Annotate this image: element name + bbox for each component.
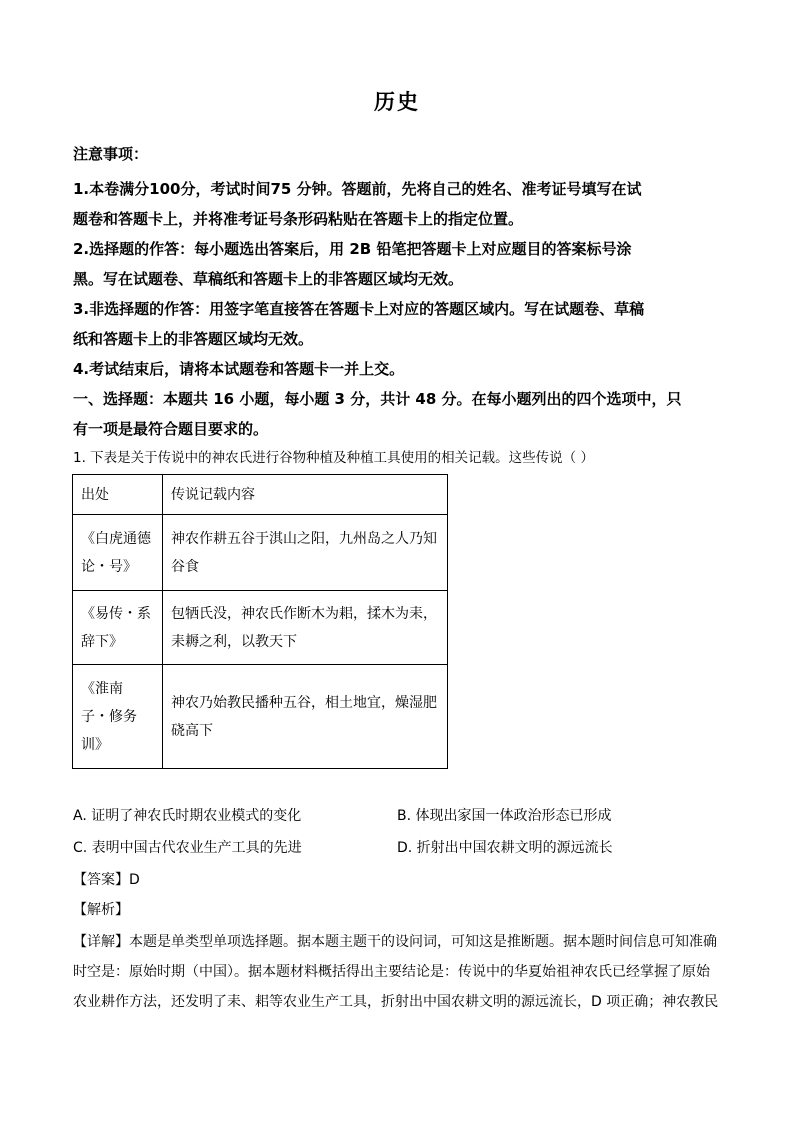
table-header-row: [73, 475, 448, 515]
notice-heading: 注意事项：: [73, 145, 149, 163]
cell-line: 子・修务: [81, 708, 137, 725]
notice-line: 黑。写在试题卷、草稿纸和答题卡上的非答题区域均无效。: [73, 270, 464, 288]
table-cell-source: [73, 665, 163, 769]
cell-line: 神农作耕五谷于淇山之阳，九州岛之人乃知: [171, 530, 437, 547]
table-row: [73, 591, 448, 665]
option-a: A. 证明了神农氏时期农业模式的变化: [73, 808, 302, 824]
cell-line: 训》: [81, 736, 109, 753]
table-cell-content: [163, 665, 448, 769]
detail-line: 农业耕作方法，还发明了耒、耜等农业生产工具，折射出中国农耕文明的源远流长，D 项正确；神农教民: [73, 994, 719, 1010]
cell-line: 《白虎通德: [81, 530, 151, 547]
cell-line: 硗高下: [171, 722, 213, 739]
notice-line: 纸和答题卡上的非答题区域均无效。: [73, 330, 314, 348]
cell-line: 谷食: [171, 558, 199, 575]
table-cell-content: [163, 591, 448, 665]
option-b: B. 体现出家国一体政治形态已形成: [397, 808, 612, 824]
table-row: [73, 665, 448, 769]
page-title: 历史: [374, 90, 420, 114]
cell-line: 神农乃始教民播种五谷，相土地宜，燥湿肥: [171, 694, 437, 711]
table-cell-content: [163, 515, 448, 591]
cell-line: 论・号》: [81, 558, 137, 575]
notice-line: 4.考试结束后，请将本试题卷和答题卡一并上交。: [73, 360, 405, 378]
table-row: [73, 515, 448, 591]
notice-line: 3.非选择题的作答：用签字笔直接答在答题卡上对应的答题区域内。写在试题卷、草稿: [73, 300, 645, 318]
table-cell-source: [73, 515, 163, 591]
cell-line: 《淮南: [81, 680, 123, 697]
notice-line: 题卷和答题卡上，并将准考证号条形码粘贴在答题卡上的指定位置。: [73, 210, 524, 228]
section-heading-line: 一、选择题：本题共 16 小题，每小题 3 分，共计 48 分。在每小题列出的四个选项中，只: [73, 390, 682, 408]
detail-line: 【详解】本题是单类型单项选择题。据本题主题干的设问词，可知这是推断题。据本题时间信息可知准确: [73, 934, 717, 950]
notice-line: 2.选择题的作答：每小题选出答案后，用 2B 铅笔把答题卡上对应题目的答案标号涂: [73, 240, 632, 258]
answer-line: 【答案】D: [73, 872, 140, 888]
question-stem: 1. 下表是关于传说中的神农氏进行谷物种植及种植工具使用的相关记载。这些传说（ ）: [73, 450, 594, 466]
cell-line: 包牺氏没，神农氏作断木为耜，揉木为耒，: [171, 605, 437, 622]
notice-line: 1.本卷满分100分，考试时间75 分钟。答题前，先将自己的姓名、准考证号填写在试: [73, 180, 642, 198]
option-c: C. 表明中国古代农业生产工具的先进: [73, 840, 302, 856]
cell-line: 辞下》: [81, 633, 123, 650]
table-header-cell: 出处: [73, 475, 163, 515]
detail-line: 时空是：原始时期（中国）。据本题材料概括得出主要结论是：传说中的华夏始祖神农氏已经掌握了原始: [73, 964, 710, 980]
cell-line: 耒耨之利，以教天下: [171, 633, 297, 650]
analysis-label: 【解析】: [73, 902, 129, 918]
table-header-cell: 传说记载内容: [163, 475, 448, 515]
option-d: D. 折射出中国农耕文明的源远流长: [397, 840, 613, 856]
source-table: [72, 474, 448, 769]
table-cell-source: [73, 591, 163, 665]
cell-line: 《易传・系: [81, 605, 151, 622]
section-heading-line: 有一项是最符合题目要求的。: [73, 420, 269, 438]
